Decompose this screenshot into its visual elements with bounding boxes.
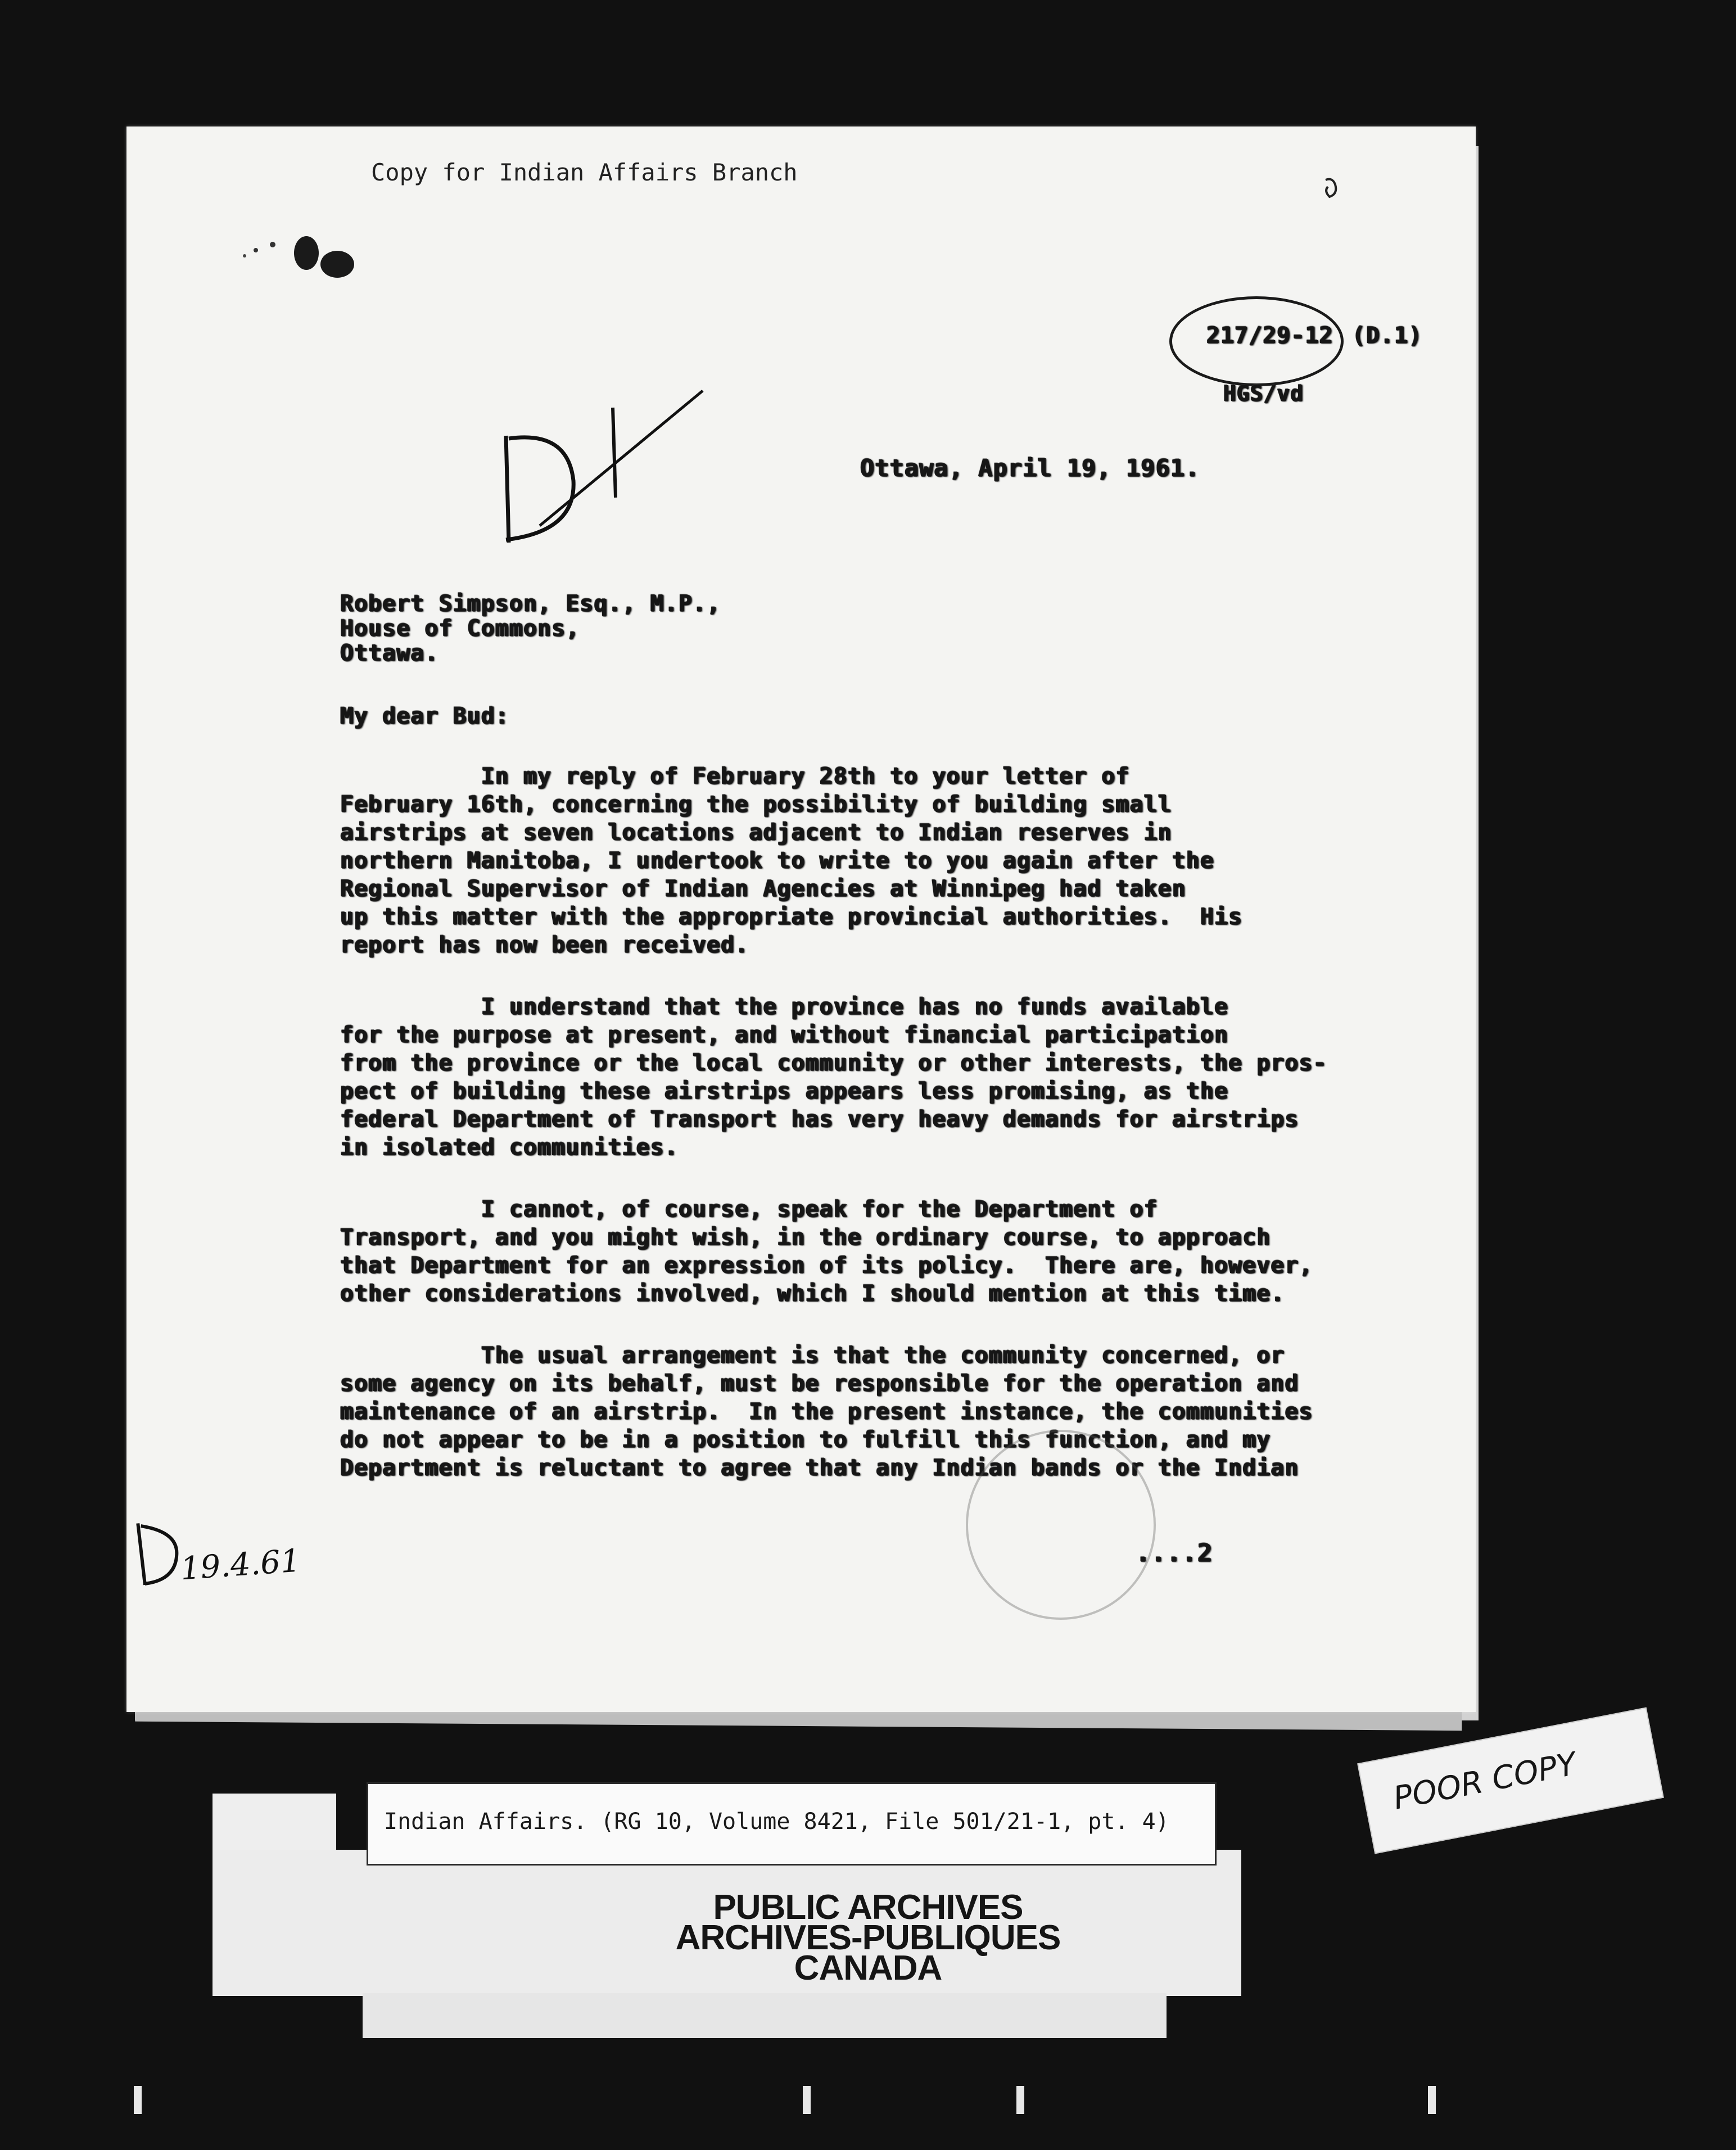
paragraph-line: that Department for an expression of its policy. There are, however,	[340, 1253, 1313, 1279]
film-sprocket-mark	[803, 2086, 811, 2114]
paragraph-line: I cannot, of course, speak for the Department of	[340, 1196, 1158, 1222]
ink-smudge-mark	[222, 211, 368, 290]
archive-reference-label	[367, 1782, 1217, 1866]
archive-plate-base	[363, 1993, 1167, 2038]
svg-text:19.4.61: 19.4.61	[179, 1542, 302, 1588]
address-line: Robert Simpson, Esq., M.P.,	[340, 591, 721, 617]
paragraph-line: airstrips at seven locations adjacent to Indian reserves in	[340, 820, 1172, 846]
paragraph-line: I understand that the province has no funds available	[340, 994, 1229, 1020]
file-number: 217/29-12	[1206, 323, 1333, 349]
paragraph-line: some agency on its behalf, must be responsible for the operation and	[340, 1371, 1299, 1397]
letter-date: Ottawa, April 19, 1961.	[860, 454, 1200, 482]
archives-title-fr: ARCHIVES-PUBLIQUES	[675, 1918, 1061, 1957]
poor-copy-label: POOR COPY	[1390, 1745, 1580, 1817]
salutation: My dear Bud:	[340, 703, 509, 729]
paragraph-line: In my reply of February 28th to your letter of	[340, 764, 1130, 789]
letter-page	[126, 127, 1476, 1712]
paragraph-line: in isolated communities.	[340, 1135, 679, 1160]
paragraph-line: northern Manitoba, I undertook to write to you again after the	[340, 848, 1215, 874]
archive-reference: Indian Affairs. (RG 10, Volume 8421, File 501/21-1, pt. 4)	[384, 1809, 1169, 1835]
faint-received-stamp	[966, 1430, 1156, 1620]
archives-country: CANADA	[794, 1949, 942, 1988]
copy-header: Copy for Indian Affairs Branch	[371, 159, 798, 186]
paragraph-line: Transport, and you might wish, in the ordinary course, to approach	[340, 1225, 1271, 1250]
paragraph-line: from the province or the local community or other interests, the pros-	[340, 1050, 1327, 1076]
handwritten-note-graphic	[8, 1504, 302, 1611]
film-sprocket-mark	[1428, 2086, 1436, 2114]
paragraph-line: for the purpose at present, and without financial participation	[340, 1022, 1229, 1048]
paragraph-line: up this matter with the appropriate provincial authorities. His	[340, 904, 1243, 930]
paragraph-line: Department is reluctant to agree that any Indian bands or the Indian	[340, 1455, 1299, 1481]
address-line: Ottawa.	[340, 640, 439, 666]
ink-mark	[1321, 174, 1344, 202]
paragraph-line: report has now been received.	[340, 932, 749, 958]
paragraph-line: pect of building these airstrips appears less promising, as the	[340, 1078, 1229, 1104]
film-sprocket-mark	[134, 2086, 142, 2114]
typist-initials: HGS/vd	[1223, 381, 1304, 406]
file-suffix: (D.1)	[1352, 323, 1423, 349]
paragraph-line: federal Department of Transport has very heavy demands for airstrips	[340, 1106, 1299, 1132]
film-sprocket-mark	[1016, 2086, 1024, 2114]
paragraph-line: The usual arrangement is that the community concerned, or	[340, 1343, 1285, 1368]
archives-title-en: PUBLIC ARCHIVES	[713, 1888, 1023, 1927]
paragraph-line: Regional Supervisor of Indian Agencies at Winnipeg had taken	[340, 876, 1186, 902]
faint-stamp-smudge	[690, 1493, 825, 1538]
handwritten-d-mark	[478, 391, 691, 559]
paragraph-line: other considerations involved, which I should mention at this time.	[340, 1281, 1285, 1307]
handwritten-date-note	[8, 1504, 302, 1619]
continuation-marker: ....2	[1136, 1539, 1213, 1568]
paragraph-line: do not appear to be in a position to fulfill this function, and my	[340, 1427, 1271, 1453]
address-line: House of Commons,	[340, 616, 580, 642]
paragraph-line: maintenance of an airstrip. In the present instance, the communities	[340, 1399, 1313, 1425]
paragraph-line: February 16th, concerning the possibility of building small	[340, 792, 1172, 817]
